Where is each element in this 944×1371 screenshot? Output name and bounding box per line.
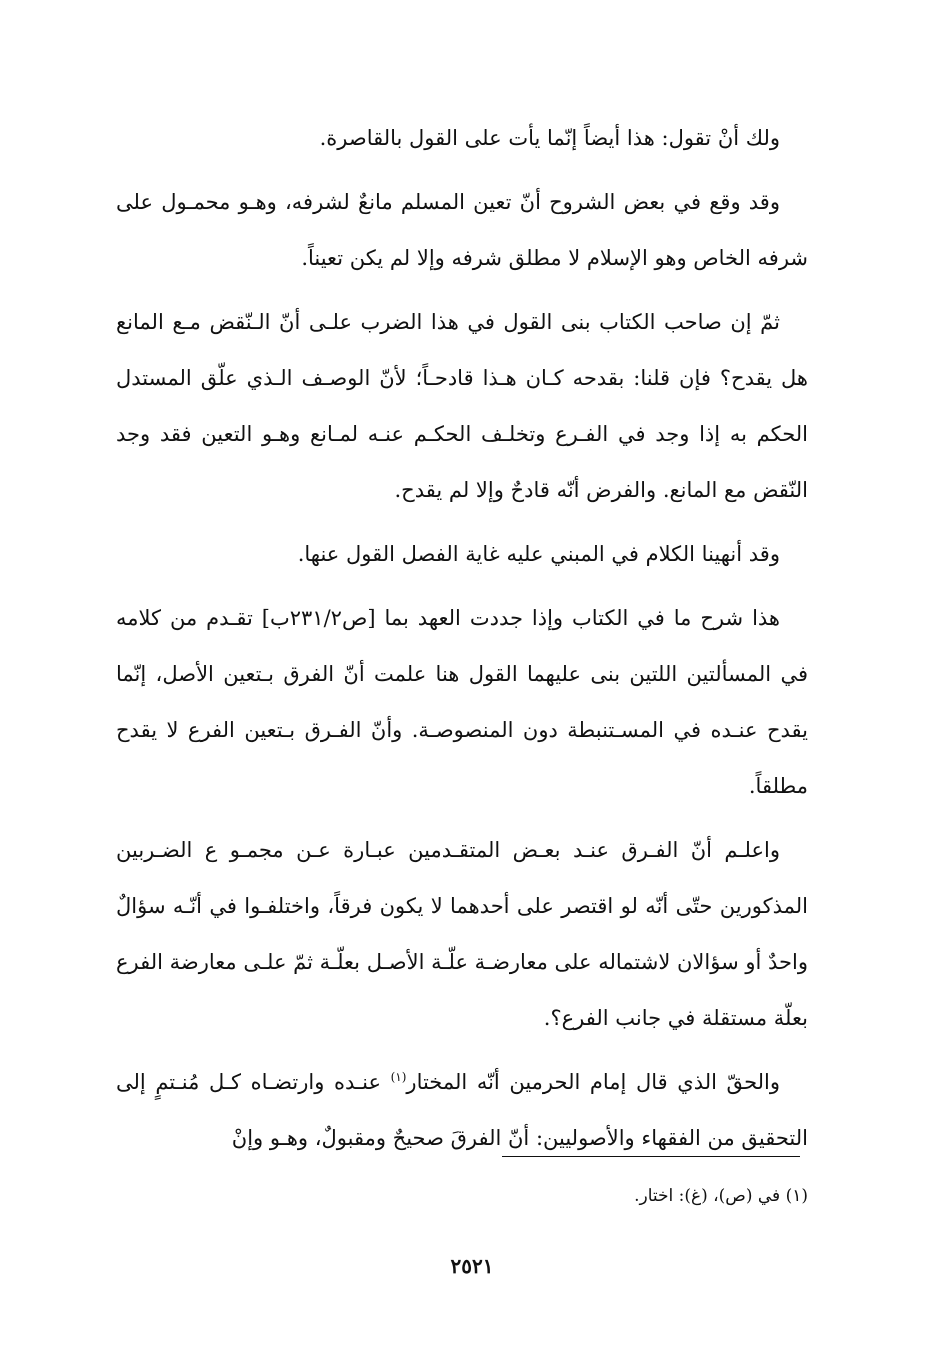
paragraph-2: وقد وقع في بعض الشروح أنّ تعين المسلم مانعٌ لشرفه، وهـو محمـول على شرفه الخاص وهو الإسلام لا مطلق شرفه وإلا لم يكن تعيناً. bbox=[116, 190, 808, 270]
footnote-1: (١) في (ص)، (غ): اختار. bbox=[634, 1186, 808, 1206]
main-text bbox=[116, 110, 808, 1174]
paragraph-7 bbox=[116, 1054, 808, 1166]
paragraph-7-end: عنـده وارتضـاه كـل مُنـتمٍ إلى التحقيق من الفقهاء والأصوليين: أنّ الفرقَ صحيحٌ ومقبولٌ، وهـو وإنْ bbox=[116, 1070, 808, 1150]
paragraph-6: واعلـم أنّ الفـرق عنـد بعـض المتقـدمين عبـارة عـن مجمـو ع الضـربين المذكورين حتّى أنّه لو اقتصر على أحدهما لا يكون فرقاً، واختلفـوا في أنّـه سؤالٌ واحدٌ أو سؤالان لاشتماله على معارضـة علّـة الأصـل بعلّـة ثمّ علـى معارضة الفرع بعلّة مستقلة في جانب الفرع؟. bbox=[116, 838, 808, 1030]
paragraph-1: ولك أنْ تقول: هذا أيضاً إنّما يأت على القول بالقاصرة. bbox=[319, 126, 780, 150]
paragraph-4: وقد أنهينا الكلام في المبني عليه غاية الفصل القول عنها. bbox=[297, 542, 780, 566]
paragraph-3: ثمّ إن صاحب الكتاب بنى القول في هذا الضرب علـى أنّ الـنّقض مـع المانع هل يقدح؟ فإن قلنا: بقدحه كـان هـذا قادحـاً؛ لأنّ الوصـف الـذي علّق المستدل الحكم به إذا وجد في الفـرع وتخلـف الحكـم عنـه لمـانع وهـو التعين فقد وجد النّقض مع المانع. والفرض أنّه قادحٌ وإلا لم يقدح. bbox=[116, 310, 808, 502]
paragraph-7-start: والحقّ الذي قال إمام الحرمين أنّه المختار bbox=[406, 1070, 780, 1094]
paragraph-5: هذا شرح ما في الكتاب وإذا جددت العهد بما [ص٢٣١/٢ب] تقـدم من كلامه في المسألتين اللتين بنى عليهما القول هنا علمت أنّ الفرق بـتعين الأصل، إنّما يقدح عنـده في المسـتنبطة دون المنصوصـة. وأنّ الفـرق بـتعين الفرع لا يقدح مطلقاً. bbox=[116, 606, 808, 798]
footnote-reference: (١) bbox=[390, 1070, 407, 1084]
page-number: ٢٥٢١ bbox=[450, 1254, 494, 1278]
footnote-divider bbox=[502, 1156, 800, 1157]
